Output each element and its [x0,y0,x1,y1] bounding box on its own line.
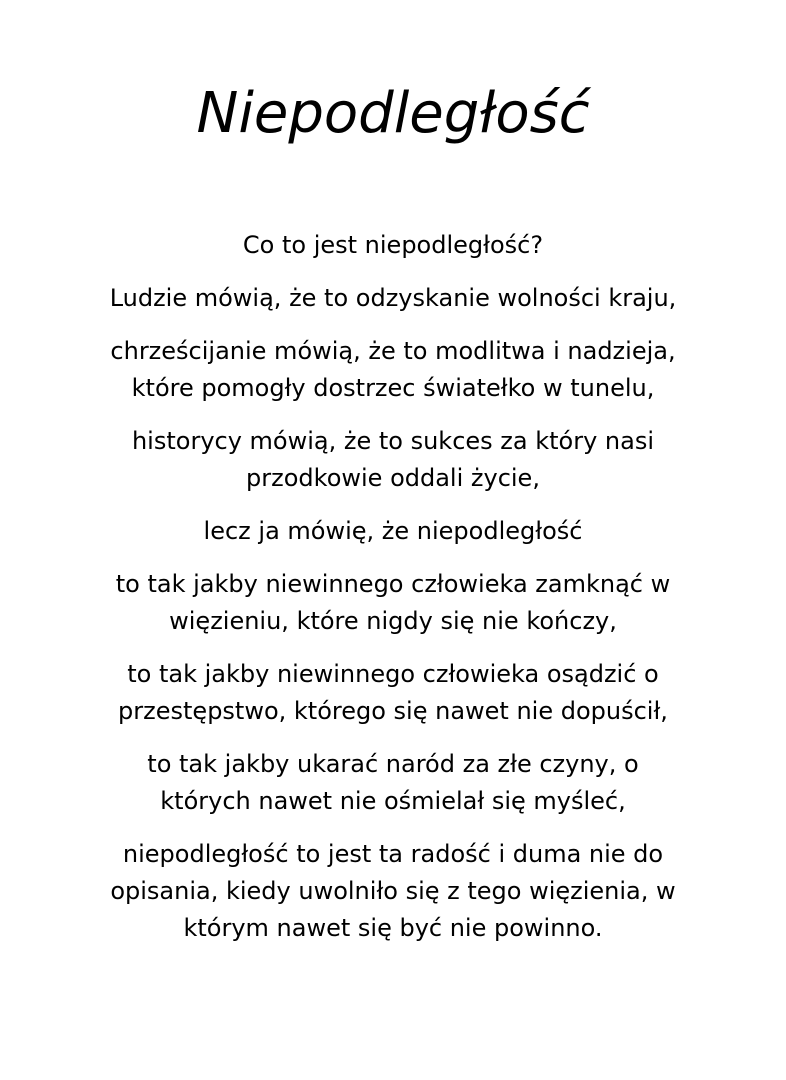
stanza [60,513,726,550]
stanza [60,566,726,640]
poem-line: to tak jakby niewinnego człowieka osądzić o [127,660,659,688]
stanza [60,836,726,947]
poem-line: więzieniu, które nigdy się nie kończy, [169,607,617,635]
stanza [60,227,726,264]
poem-line: przestępstwo, którego się nawet nie dopuścił, [118,697,668,725]
poem-line: chrześcijanie mówią, że to modlitwa i nadzieja, [110,337,676,365]
poem-line: lecz ja mówię, że niepodległość [203,517,583,545]
stanza [60,333,726,407]
poem-line: Ludzie mówią, że to odzyskanie wolności kraju, [109,284,677,312]
stanza [60,656,726,730]
poem-line: które pomogły dostrzec światełko w tunelu, [131,374,655,402]
poem-line: historycy mówią, że to sukces za który nasi [131,427,655,455]
poem-line: opisania, kiedy uwolniło się z tego więzienia, w [110,877,676,905]
stanza [60,746,726,820]
stanza [60,280,726,317]
poem-line: to tak jakby niewinnego człowieka zamknąć w [115,570,671,598]
poem-body [60,227,726,963]
poem-line: Co to jest niepodległość? [242,231,544,259]
poem-line: to tak jakby ukarać naród za złe czyny, o [147,750,639,778]
poem-line: niepodległość to jest ta radość i duma nie do [122,840,664,868]
poem-line: których nawet nie ośmielał się myśleć, [160,787,626,815]
poem-title: Niepodległość [196,81,590,146]
poem-line: którym nawet się być nie powinno. [183,914,603,942]
poem-line: przodkowie oddali życie, [246,464,540,492]
stanza [60,423,726,497]
